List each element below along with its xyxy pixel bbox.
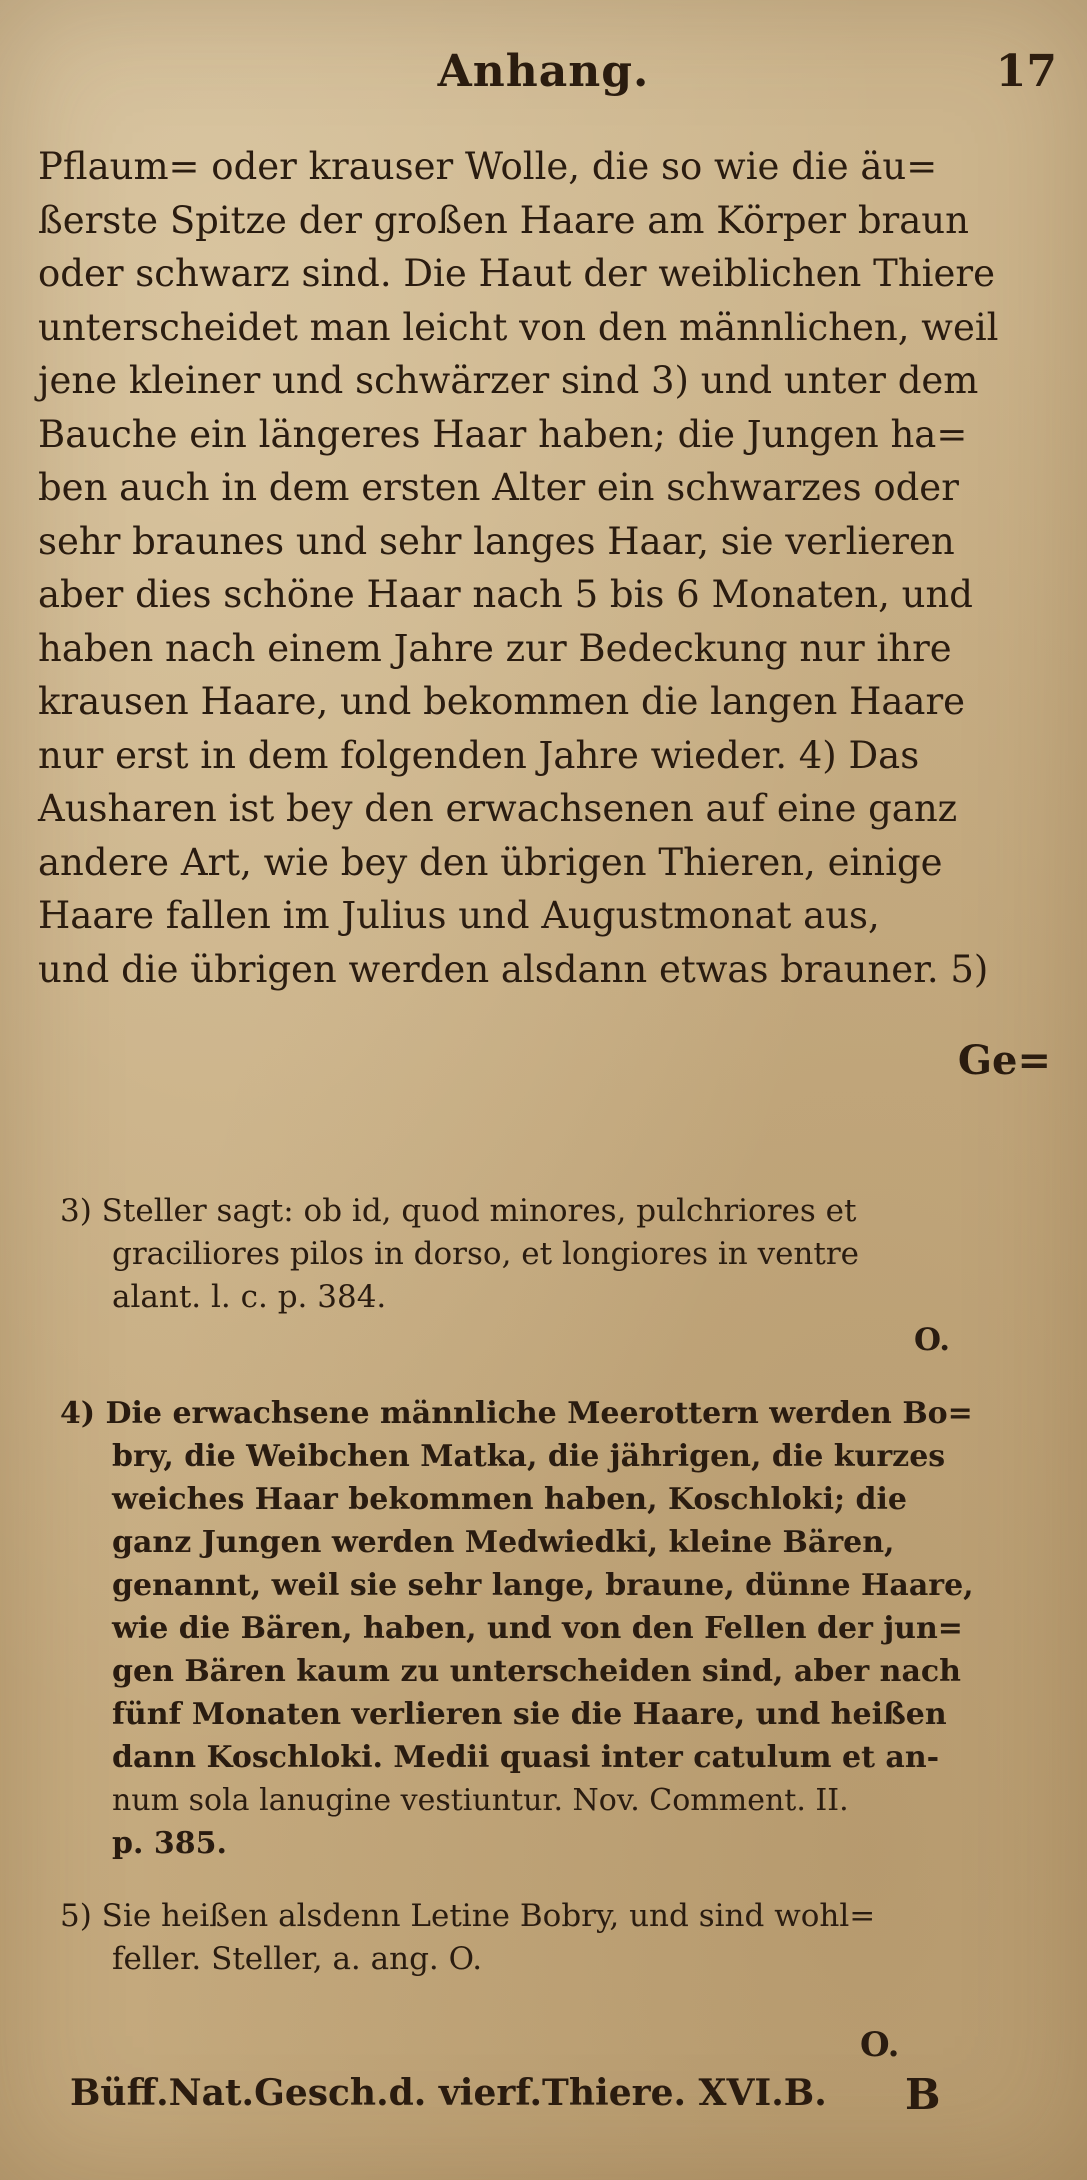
footnote-line: bry, die Weibchen Matka, die jährigen, die kurzes — [112, 1439, 946, 1474]
text-line: unterscheidet man leicht von den männlichen, weil — [38, 305, 999, 349]
text-line: ben auch in dem ersten Alter ein schwarzes oder — [38, 466, 959, 509]
text-line: Bauche ein längeres Haar haben; die Jungen ha= — [38, 412, 968, 456]
footnote-line: wie die Bären, haben, und von den Fellen der jun= — [112, 1611, 963, 1646]
text-line: haben nach einem Jahre zur Bedeckung nur ihre — [38, 626, 952, 670]
text-line: Haare fallen im Julius und Augustmonat aus, — [38, 894, 880, 937]
footnote-line: gen Bären kaum zu unterscheiden sind, aber nach — [112, 1654, 961, 1689]
footnote-signature: O. — [914, 1322, 950, 1358]
text-line: Ausharen ist bey den erwachsenen auf eine ganz — [38, 787, 958, 830]
footnotes — [60, 1190, 1060, 2011]
text-line: andere Art, wie bey den übrigen Thieren, einige — [38, 840, 943, 884]
text-line: oder schwarz sind. Die Haut der weiblichen Thiere — [38, 252, 995, 295]
footnote-line: alant. l. c. p. 384. — [112, 1279, 387, 1315]
main-text-block — [38, 140, 1058, 996]
printer-signature-line: Büff.Nat.Gesch.d. vierf.Thiere. XVI.B. — [70, 2072, 827, 2114]
text-line: Pflaum= oder krauser Wolle, die so wie die äu= — [38, 145, 938, 188]
footnote-3 — [60, 1190, 1060, 1362]
footnote-line: fünf Monaten verlieren sie die Haare, und heißen — [112, 1697, 947, 1732]
footnote-line: dann Koschloki. Medii quasi inter catulum et an- — [112, 1740, 940, 1775]
text-line: ßerste Spitze der großen Haare am Körper braun — [38, 198, 969, 242]
footnote-line: 5) Sie heißen alsdenn Letine Bobry, und sind wohl= — [60, 1898, 876, 1934]
footnote-line: feller. Steller, a. ang. O. — [112, 1941, 483, 1977]
footnote-line: weiches Haar bekommen haben, Koschloki; die — [112, 1482, 907, 1517]
page-header — [0, 40, 1087, 110]
footnote-line: num sola lanugine vestiuntur. Nov. Comment. II. — [112, 1783, 849, 1818]
footnote-4 — [60, 1392, 1060, 1865]
catchword: Ge= — [957, 1037, 1051, 1084]
text-line: und die übrigen werden alsdann etwas brauner. 5) — [38, 947, 989, 991]
footnote-5 — [60, 1895, 1060, 1981]
text-line: nur erst in dem folgenden Jahre wieder. 4) Das — [38, 733, 920, 777]
footnote-line: ganz Jungen werden Medwiedki, kleine Bären, — [112, 1525, 895, 1560]
footnote-5-signature: O. — [860, 2025, 900, 2065]
text-line: sehr braunes und sehr langes Haar, sie verlieren — [38, 519, 955, 563]
page-number: 17 — [995, 46, 1057, 97]
gathering-signature-mark: B — [905, 2070, 941, 2119]
footnote-line: p. 385. — [112, 1826, 227, 1861]
text-line: krausen Haare, und bekommen die langen Haare — [38, 680, 966, 723]
text-line: aber dies schöne Haar nach 5 bis 6 Monaten, und — [38, 573, 973, 616]
footnote-line: genannt, weil sie sehr lange, braune, dünne Haare, — [112, 1568, 974, 1603]
footnote-line: 4) Die erwachsene männliche Meerottern werden Bo= — [60, 1396, 973, 1431]
running-title: Anhang. — [437, 46, 650, 97]
footnote-line: graciliores pilos in dorso, et longiores in ventre — [112, 1236, 860, 1272]
text-line: jene kleiner und schwärzer sind 3) und unter dem — [38, 359, 979, 402]
footnote-line: 3) Steller sagt: ob id, quod minores, pulchriores et — [60, 1193, 857, 1229]
